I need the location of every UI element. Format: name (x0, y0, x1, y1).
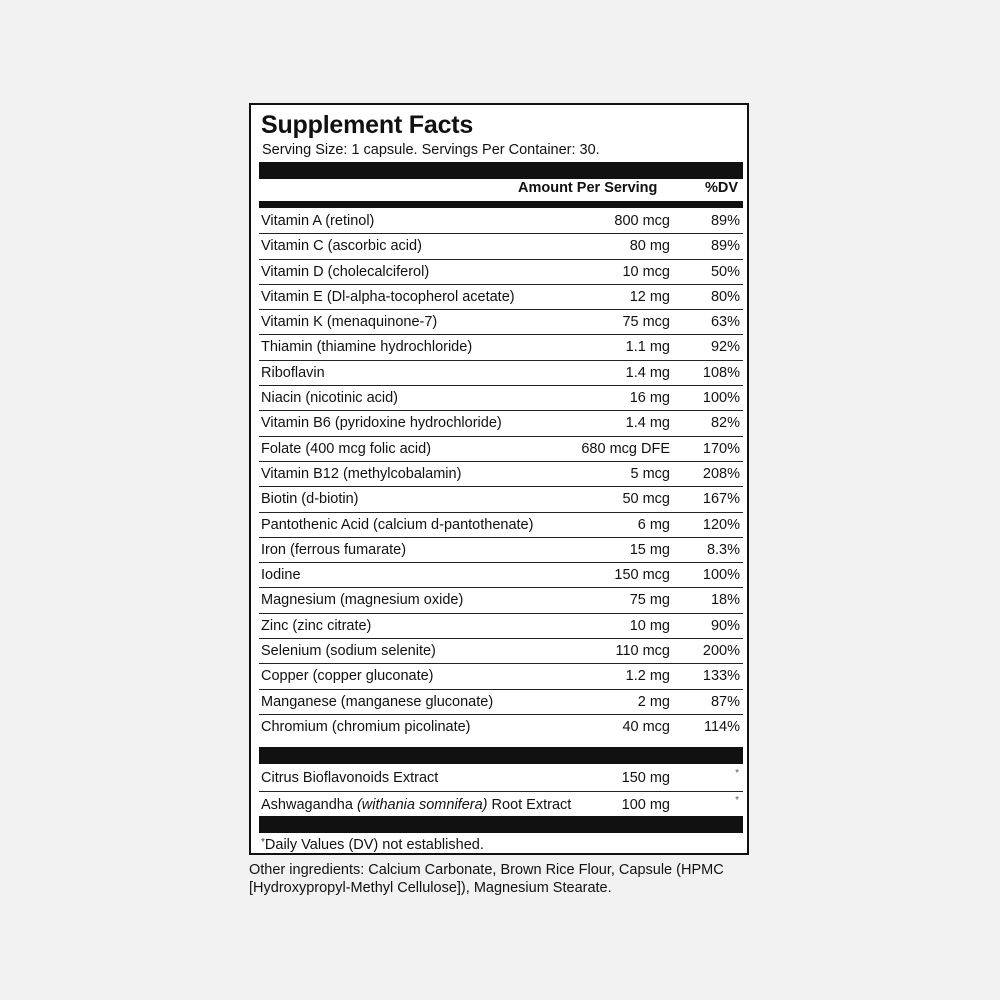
nutrient-name: Vitamin C (ascorbic acid) (261, 238, 422, 255)
table-row (259, 513, 743, 538)
table-row (259, 765, 743, 792)
nutrient-amount: 75 mcg (622, 314, 670, 331)
nutrient-name: Biotin (d-biotin) (261, 491, 359, 508)
nutrient-dv: 167% (702, 491, 740, 508)
nutrient-name: Vitamin A (retinol) (261, 213, 375, 229)
nutrient-name: Chromium (chromium picolinate) (261, 718, 471, 735)
ingredient-name: Ashwagandha (withania somnifera) Root Extract (261, 797, 572, 813)
nutrient-amount: 2 mg (637, 693, 670, 710)
nutrient-amount: 40 mcg (622, 718, 670, 735)
nutrient-dv: 80% (710, 288, 740, 305)
nutrient-dv: 89% (710, 238, 740, 255)
nutrient-table (259, 209, 743, 740)
table-row (259, 310, 743, 335)
nutrient-amount: 5 mcg (630, 465, 670, 482)
nutrient-dv: 8.3% (706, 541, 740, 558)
nutrient-name: Zinc (zinc citrate) (261, 617, 372, 634)
nutrient-name: Manganese (manganese gluconate) (261, 693, 494, 710)
table-row (259, 588, 743, 613)
thick-divider-top (259, 162, 743, 179)
nutrient-amount: 6 mg (637, 516, 670, 533)
thin-divider (259, 201, 743, 208)
nutrient-dv: 133% (702, 668, 740, 685)
dv-footnote: *Daily Values (DV) not established. (261, 837, 484, 853)
amount-column-header: Amount Per Serving (518, 180, 658, 196)
thick-divider-middle (259, 747, 743, 764)
nutrient-dv: 208% (702, 465, 740, 482)
nutrient-dv: 108% (702, 364, 740, 381)
nutrient-dv: 114% (703, 718, 740, 735)
serving-info: Serving Size: 1 capsule. Servings Per Container: 30. (262, 142, 600, 158)
table-row (259, 792, 743, 819)
nutrient-dv: 170% (702, 440, 740, 457)
nutrient-dv: 89% (710, 213, 740, 229)
table-row (259, 260, 743, 285)
nutrient-dv: 18% (710, 592, 740, 609)
table-row (259, 411, 743, 436)
nutrient-amount: 50 mcg (622, 491, 670, 508)
nutrient-name: Iron (ferrous fumarate) (261, 541, 407, 558)
nutrient-amount: 80 mg (629, 238, 670, 255)
extract-table (259, 765, 743, 819)
nutrient-dv: 100% (702, 390, 740, 407)
table-row (259, 209, 743, 234)
thick-divider-bottom (259, 816, 743, 833)
nutrient-amount: 12 mg (629, 288, 670, 305)
nutrient-dv: 90% (710, 617, 740, 634)
nutrient-amount: 10 mcg (622, 263, 670, 280)
nutrient-amount: 75 mg (629, 592, 670, 609)
nutrient-dv: 82% (710, 415, 740, 432)
other-ingredients: Other ingredients: Calcium Carbonate, Brown Rice Flour, Capsule (HPMC [Hydroxypropyl-Methyl Cellulose]), Magnesium Stearate. (249, 862, 724, 896)
table-row (259, 639, 743, 664)
nutrient-dv: 100% (702, 567, 740, 584)
table-row (259, 462, 743, 487)
nutrient-dv: 63% (710, 314, 740, 331)
nutrient-name: Vitamin E (Dl-alpha-tocopherol acetate) (261, 288, 515, 305)
nutrient-amount: 680 mcg DFE (581, 440, 670, 457)
nutrient-name: Folate (400 mcg folic acid) (261, 440, 432, 457)
table-row (259, 335, 743, 360)
nutrient-amount: 16 mg (629, 390, 670, 407)
table-row (259, 285, 743, 310)
nutrient-name: Vitamin B12 (methylcobalamin) (261, 465, 462, 482)
nutrient-amount: 15 mg (629, 541, 670, 558)
table-row (259, 361, 743, 386)
nutrient-name: Vitamin B6 (pyridoxine hydrochloride) (261, 415, 502, 432)
nutrient-name: Vitamin K (menaquinone-7) (261, 314, 438, 331)
table-row (259, 487, 743, 512)
ingredient-amount: 150 mg (621, 770, 670, 786)
nutrient-name: Copper (copper gluconate) (261, 668, 434, 685)
table-row (259, 690, 743, 715)
nutrient-name: Niacin (nicotinic acid) (261, 390, 398, 407)
table-row (259, 563, 743, 588)
nutrient-name: Iodine (261, 567, 301, 584)
ingredient-name: Citrus Bioflavonoids Extract (261, 770, 439, 786)
nutrient-amount: 1.4 mg (625, 415, 670, 432)
nutrient-amount: 1.2 mg (625, 668, 670, 685)
ingredient-amount: 100 mg (621, 797, 670, 813)
nutrient-dv: 200% (702, 643, 740, 660)
table-row (259, 664, 743, 689)
nutrient-name: Vitamin D (cholecalciferol) (261, 263, 430, 280)
panel-title: Supplement Facts (261, 111, 474, 139)
table-row (259, 614, 743, 639)
nutrient-amount: 800 mcg (614, 213, 670, 229)
nutrient-amount: 1.4 mg (625, 364, 670, 381)
table-row (259, 538, 743, 563)
ingredient-dv: * (735, 768, 739, 779)
table-row (259, 386, 743, 411)
dv-column-header: %DV (705, 180, 739, 196)
table-row (259, 437, 743, 462)
nutrient-name: Selenium (sodium selenite) (261, 643, 436, 660)
nutrient-amount: 110 mcg (615, 643, 670, 660)
ingredient-dv: * (735, 795, 739, 806)
nutrient-dv: 92% (710, 339, 740, 356)
table-row (259, 234, 743, 259)
nutrient-amount: 150 mcg (614, 567, 670, 584)
nutrient-name: Thiamin (thiamine hydrochloride) (261, 339, 473, 356)
nutrient-name: Riboflavin (261, 364, 325, 381)
table-row (259, 715, 743, 740)
nutrient-dv: 50% (710, 263, 740, 280)
nutrient-name: Pantothenic Acid (calcium d-pantothenate) (261, 516, 534, 533)
nutrient-name: Magnesium (magnesium oxide) (261, 592, 464, 609)
nutrient-dv: 120% (702, 516, 740, 533)
supplement-facts-panel (249, 103, 749, 855)
nutrient-amount: 10 mg (629, 617, 670, 634)
nutrient-dv: 87% (710, 693, 740, 710)
nutrient-amount: 1.1 mg (625, 339, 670, 356)
